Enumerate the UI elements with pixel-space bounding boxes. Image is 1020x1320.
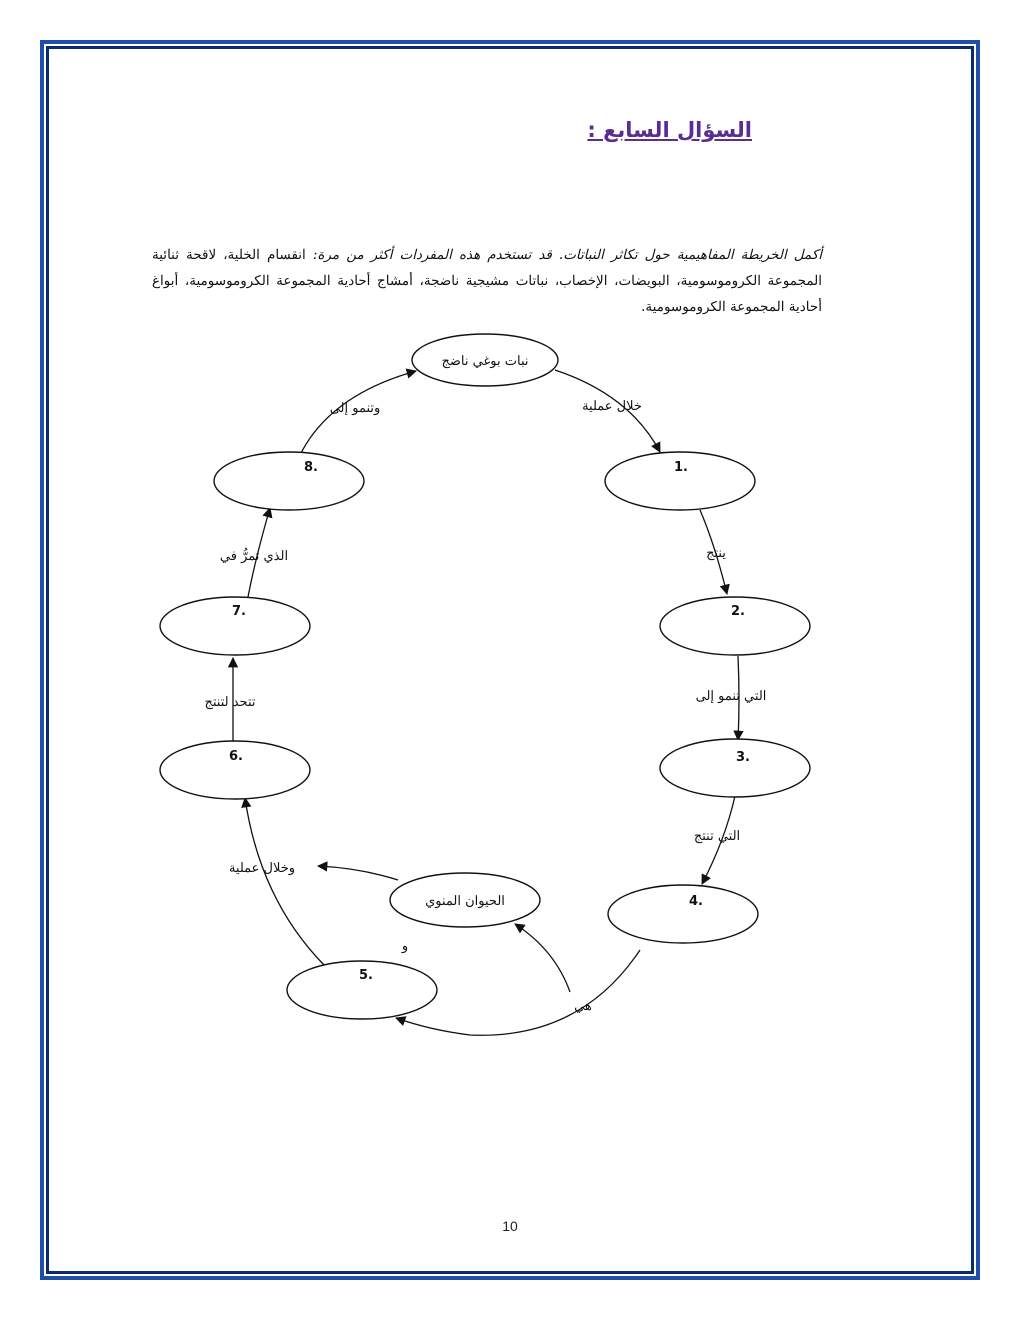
blank-3-number: 3. xyxy=(736,750,750,765)
page-number: 10 xyxy=(502,1218,518,1234)
link-4-is: هي xyxy=(574,999,592,1014)
connector-5-to-6 xyxy=(245,798,325,966)
link-top-to-1: خلال عملية xyxy=(582,399,642,414)
link-8-to-top: وتنمو إلى xyxy=(329,401,381,416)
node-blank-3 xyxy=(660,739,810,797)
link-6-to-7: تتحد لتنتج xyxy=(204,695,256,710)
blank-1-number: 1. xyxy=(674,460,688,475)
blank-8-number: 8. xyxy=(304,460,318,475)
connector-4-to-sperm xyxy=(515,924,570,992)
blank-4-number: 4. xyxy=(689,894,703,909)
link-1-to-2: ينتج xyxy=(706,546,726,561)
node-blank-8 xyxy=(214,452,364,510)
link-5-to-6: وخلال عملية xyxy=(228,861,296,876)
link-2-to-3: التي تنمو إلى xyxy=(695,689,767,704)
vocabulary-terms: انقسام الخلية، لاقحة ثنائية المجموعة الكروموسومية، البويضات، الإخصاب، نباتات مشيجية ناضجة، أمشاج أحادية المجموعة الكروموسومية، أبواغ أحادية المجموعة الكروموسومية. xyxy=(152,247,822,315)
link-3-to-4: التي تنتج xyxy=(693,829,741,844)
blank-2-number: 2. xyxy=(731,604,745,619)
node-sperm-label: الحيوان المنوي xyxy=(425,894,505,909)
instructions-lead: أكمل الخريطة المفاهيمية حول تكاثر النباتات. قد تستخدم هذه المفردات أكثر من مرة: xyxy=(312,247,822,263)
link-7-to-8: الذي تمرُّ في xyxy=(219,549,289,564)
connector-sperm-to-fertilization xyxy=(318,866,398,880)
blank-6-number: 6. xyxy=(229,749,243,764)
blank-5-number: 5. xyxy=(359,968,373,983)
link-and: و xyxy=(401,939,409,954)
node-mature-sporophyte-label: نبات بوغي ناضج xyxy=(441,354,529,369)
blank-7-number: 7. xyxy=(232,604,246,619)
question-title: السؤال السابع : xyxy=(587,118,752,142)
node-blank-4 xyxy=(608,885,758,943)
